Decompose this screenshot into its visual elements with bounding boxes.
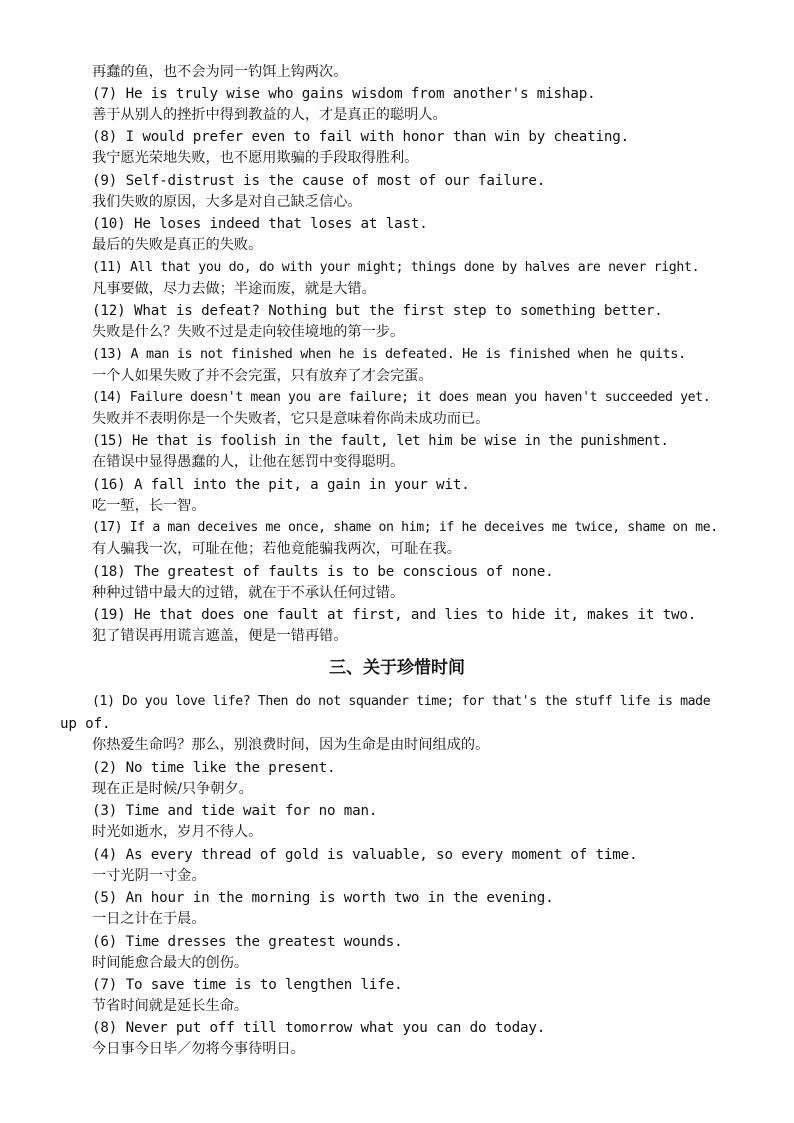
quote-chinese: 你热爱生命吗？那么，别浪费时间，因为生命是由时间组成的。 (92, 737, 490, 753)
section2-intro-continuation: 再蠢的鱼，也不会为同一钓饵上钩两次。 (92, 64, 348, 80)
quote-chinese: 在错误中显得愚蠢的人，让他在惩罚中变得聪明。 (92, 454, 405, 470)
quote-chinese: 失败并不表明你是一个失败者，它只是意味着你尚未成功而已。 (92, 411, 490, 427)
quote-english: (4) As every thread of gold is valuable, so every moment of time. (92, 847, 638, 863)
quote-chinese: 种种过错中最大的过错，就在于不承认任何过错。 (92, 585, 405, 601)
quote-english: (6) Time dresses the greatest wounds. (92, 934, 403, 950)
quote-english: (17) If a man deceives me once, shame on him; if he deceives me twice, shame on me. (92, 520, 718, 535)
quote-english-continuation: up of. (60, 716, 111, 732)
section-heading: 三、关于珍惜时间 (329, 658, 465, 678)
quote-english: (8) Never put off till tomorrow what you can do today. (92, 1020, 546, 1036)
quote-chinese: 我宁愿光荣地失败，也不愿用欺骗的手段取得胜利。 (92, 150, 419, 166)
quote-english: (14) Failure doesn't mean you are failure; it does mean you haven't succeeded yet. (92, 390, 711, 405)
quote-chinese: 今日事今日毕／勿将今事待明日。 (92, 1041, 305, 1057)
quote-chinese: 失败是什么？失败不过是走向较佳境地的第一步。 (92, 324, 405, 340)
quote-english: (10) He loses indeed that loses at last. (92, 216, 428, 232)
quote-english: (15) He that is foolish in the fault, let him be wise in the punishment. (92, 433, 669, 449)
quote-english: (13) A man is not finished when he is defeated. He is finished when he quits. (92, 347, 686, 362)
quote-english: (11) All that you do, do with your might; things done by halves are never right. (92, 260, 700, 275)
quote-english: (7) To save time is to lengthen life. (92, 977, 403, 993)
quote-english: (1) Do you love life? Then do not squander time; for that's the stuff life is made (92, 694, 711, 709)
quote-chinese: 一寸光阴一寸金。 (92, 868, 206, 884)
quote-english: (19) He that does one fault at first, and lies to hide it, makes it two. (92, 607, 697, 623)
quote-chinese: 最后的失败是真正的失败。 (92, 237, 263, 253)
quote-english: (18) The greatest of faults is to be conscious of none. (92, 564, 554, 580)
quote-chinese: 凡事要做，尽力去做；半途而废，就是大错。 (92, 281, 376, 297)
quote-chinese: 犯了错误再用谎言遮盖，便是一错再错。 (92, 628, 348, 644)
quote-english: (3) Time and tide wait for no man. (92, 803, 378, 819)
quote-chinese: 一个人如果失败了并不会完蛋，只有放弃了才会完蛋。 (92, 368, 433, 384)
quote-chinese: 节省时间就是延长生命。 (92, 998, 249, 1014)
quote-english: (7) He is truly wise who gains wisdom from another's mishap. (92, 86, 596, 102)
quote-chinese: 吃一堑，长一智。 (92, 498, 206, 514)
quote-english: (2) No time like the present. (92, 760, 336, 776)
quote-chinese: 时间能愈合最大的创伤。 (92, 955, 249, 971)
quote-chinese: 善于从别人的挫折中得到教益的人，才是真正的聪明人。 (92, 107, 447, 123)
quote-english: (8) I would prefer even to fail with honor than win by cheating. (92, 129, 630, 145)
quote-chinese: 现在正是时候/只争朝夕。 (92, 781, 253, 797)
quote-english: (16) A fall into the pit, a gain in your wit. (92, 477, 470, 493)
quote-chinese: 一日之计在于晨。 (92, 911, 206, 927)
quote-english: (9) Self-distrust is the cause of most of our failure. (92, 173, 546, 189)
quote-chinese: 我们失败的原因，大多是对自己缺乏信心。 (92, 194, 362, 210)
quote-english: (12) What is defeat? Nothing but the first step to something better. (92, 303, 663, 319)
quote-chinese: 有人骗我一次，可耻在他；若他竟能骗我两次，可耻在我。 (92, 541, 461, 557)
quote-chinese: 时光如逝水，岁月不待人。 (92, 824, 263, 840)
quote-english: (5) An hour in the morning is worth two in the evening. (92, 890, 554, 906)
